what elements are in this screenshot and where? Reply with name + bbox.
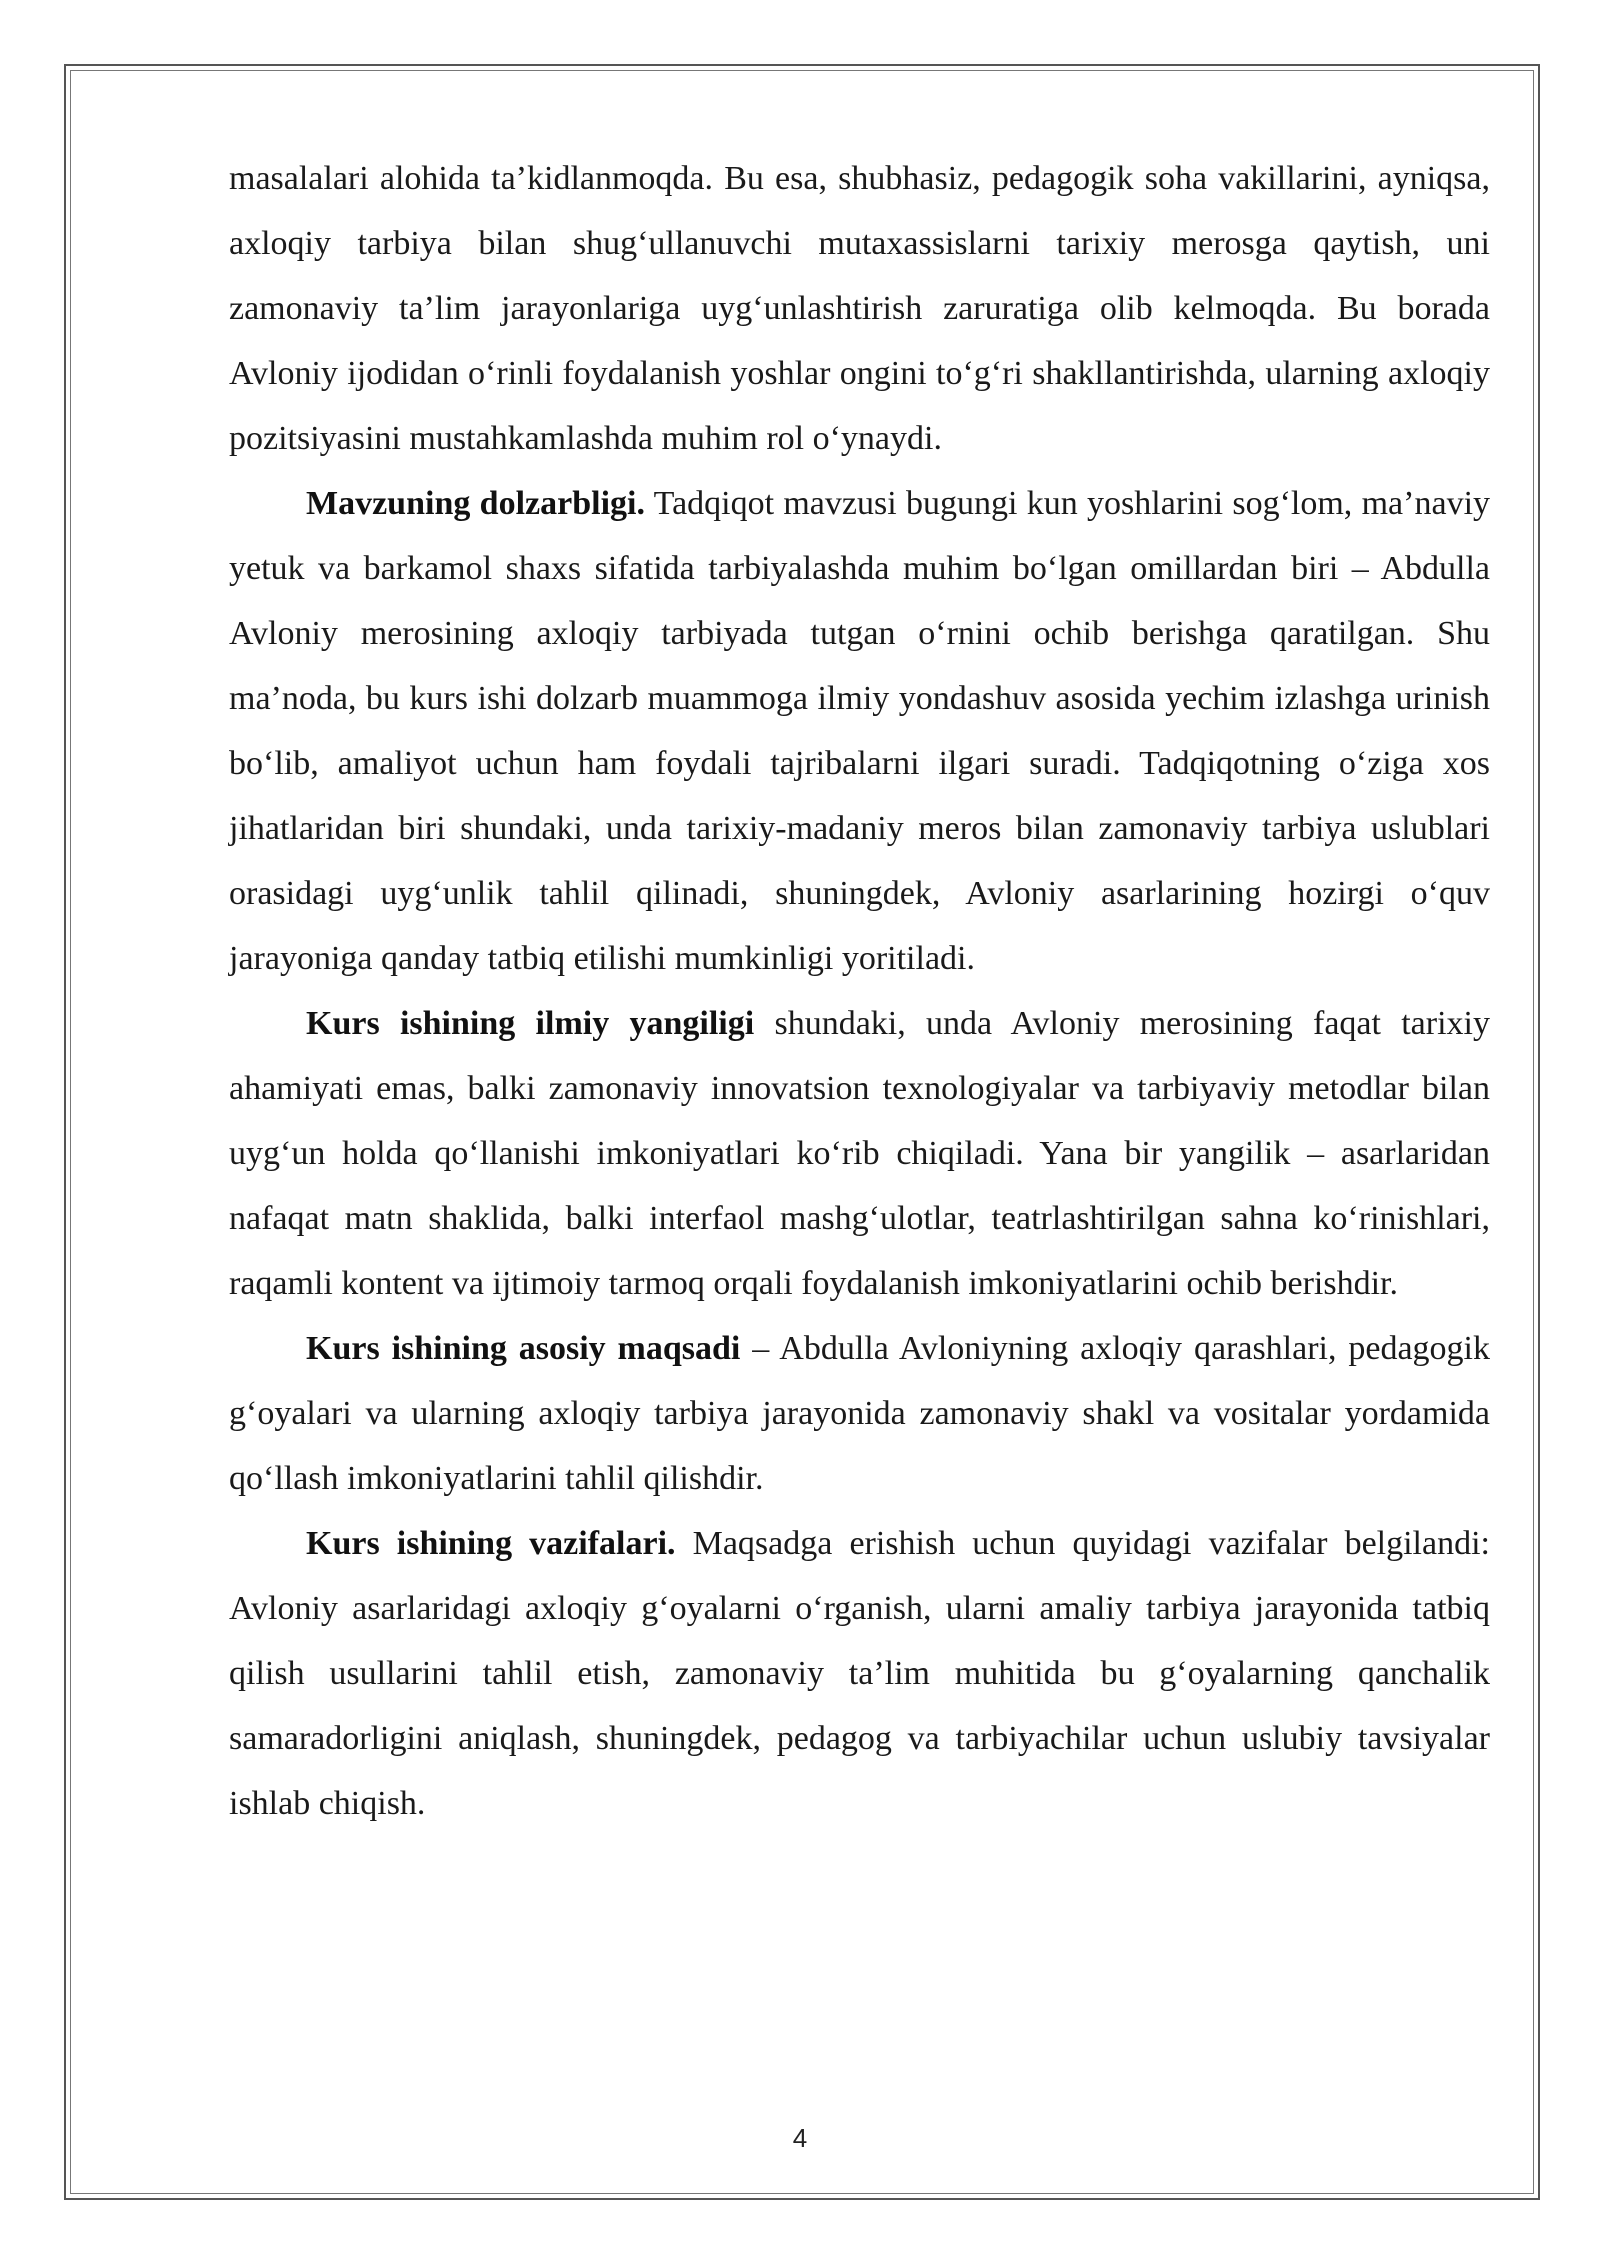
paragraph-text: Tadqiqot mavzusi bugungi kun yoshlarini sog‘lom, ma’naviy yetuk va barkamol shaxs sifatida tarbiyalashda muhim bo‘lgan omillardan biri – Abdulla Avloniy merosining axloqiy tarbiyada tutgan o‘rnini ochib berishga qaratilgan. Shu ma’noda, bu kurs ishi dolzarb muammoga ilmiy yondashuv asosida yechim izlashga urinish bo‘lib, amaliyot uchun ham foydali tajribalarni ilgari suradi. Tadqiqotning o‘ziga xos jihatlaridan biri shundaki, unda tarixiy-madaniy meros bilan zamonaviy tarbiya uslublari orasidagi uyg‘unlik tahlil qilinadi, shuningdek, Avloniy asarlarining hozirgi o‘quv jarayoniga qanday tatbiq etilishi mumkinligi yoritiladi. bbox=[229, 485, 1491, 977]
paragraph-heading-tasks: Kurs ishining vazifalari. bbox=[306, 1525, 676, 1562]
paragraph-text: – Abdulla Avloniyning axloqiy qarashlari, pedagogik g‘oyalari va ularning axloqiy tarbiya jarayonida zamonaviy shakl va vositalar yordamida qo‘llash imkoniyatlarini tahlil qilishdir. bbox=[229, 1330, 1491, 1497]
paragraph-relevance bbox=[229, 471, 1490, 991]
document-body bbox=[229, 146, 1490, 1836]
paragraph-heading-goal: Kurs ishining asosiy maqsadi bbox=[306, 1330, 741, 1367]
paragraph-heading-relevance: Mavzuning dolzarbligi. bbox=[306, 485, 645, 522]
paragraph-novelty bbox=[229, 991, 1490, 1316]
paragraph-text: Maqsadga erishish uchun quyidagi vazifalar belgilandi: Avloniy asarlaridagi axloqiy g‘oyalarni o‘rganish, ularni amaliy tarbiya jarayonida tatbiq qilish usullarini tahlil etish, zamonaviy ta’lim muhitida bu g‘oyalarning qanchalik samaradorligini aniqlash, shuningdek, pedagog va tarbiyachilar uchun uslubiy tavsiyalar ishlab chiqish. bbox=[229, 1525, 1490, 1822]
paragraph-goal bbox=[229, 1316, 1490, 1511]
paragraph-heading-novelty: Kurs ishining ilmiy yangiligi bbox=[306, 1005, 755, 1042]
paragraph-tasks bbox=[229, 1511, 1490, 1836]
paragraph-text: masalalari alohida ta’kidlanmoqda. Bu esa, shubhasiz, pedagogik soha vakillarini, ayniqsa, axloqiy tarbiya bilan shug‘ullanuvchi mutaxassislarni tarixiy merosga qaytish, uni zamonaviy ta’lim jarayonlariga uyg‘unlashtirish zaruratiga olib kelmoqda. Bu borada Avloniy ijodidan o‘rinli foydalanish yoshlar ongini to‘g‘ri shakllantirishda, ularning axloqiy pozitsiyasini mustahkamlashda muhim rol o‘ynaydi. bbox=[229, 160, 1490, 457]
paragraph-continuation bbox=[229, 146, 1490, 471]
paragraph-text: shundaki, unda Avloniy merosining faqat tarixiy ahamiyati emas, balki zamonaviy innovatsion texnologiyalar va tarbiyaviy metodlar bilan uyg‘un holda qo‘llanishi imkoniyatlari ko‘rib chiqiladi. Yana bir yangilik – asarlaridan nafaqat matn shaklida, balki interfaol mashg‘ulotlar, teatrlashtirilgan sahna ko‘rinishlari, raqamli kontent va ijtimoiy tarmoq orqali foydalanish imkoniyatlarini ochib berishdir. bbox=[229, 1005, 1490, 1302]
page-number: 4 bbox=[792, 2123, 808, 2153]
